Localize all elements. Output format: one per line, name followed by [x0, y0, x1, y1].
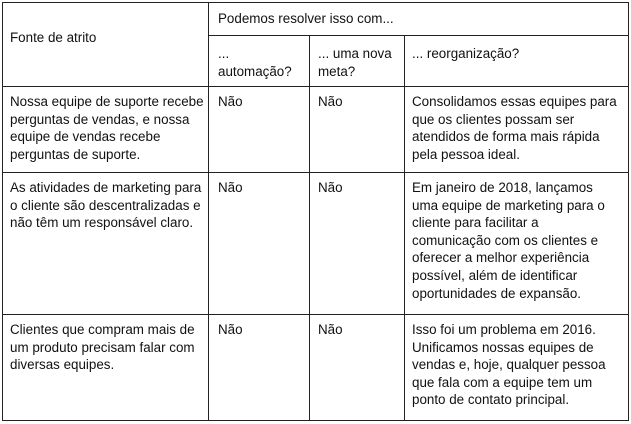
header-row-divider — [2, 86, 629, 87]
solution-group-header: Podemos resolver isso com... — [218, 11, 394, 26]
row-new-goal-cell: Não — [318, 180, 343, 195]
row-source-cell: As atividades de marketing para o cliente são descentralizadas e não têm um responsável claro. — [10, 180, 202, 231]
row-reorganization-cell: Em janeiro de 2018, lançamos uma equipe de marketing para o cliente para facilitar a comunicação com os clientes e oferecer a melhor experiência possível, além de identificar oportunidades de expansão. — [412, 180, 605, 301]
row-divider — [2, 172, 629, 173]
row-new-goal-cell: Não — [318, 322, 343, 337]
source-column-header: Fonte de atrito — [10, 30, 97, 45]
reorganization-column-header: ... reorganização? — [412, 46, 520, 61]
row-reorganization-cell: Consolidamos essas equipes para que os clientes possam ser atendidos de forma mais rápida pela pessoa ideal. — [412, 94, 617, 162]
row-source-cell: Clientes que compram mais de um produto precisam falar com diversas equipes. — [10, 322, 195, 373]
row-automation-cell: Não — [218, 180, 243, 195]
row-reorganization-cell: Isso foi um problema em 2016. Unificamos nossas equipes de vendas e, hoje, qualquer pessoa que fala com a equipe tem um ponto de contato principal. — [412, 322, 606, 408]
row-new-goal-cell: Não — [318, 94, 343, 109]
column-divider — [309, 35, 310, 421]
new-goal-column-header: ... uma nova meta? — [318, 46, 392, 79]
table-border-right — [628, 2, 629, 421]
row-divider — [2, 314, 629, 315]
row-automation-cell: Não — [218, 322, 243, 337]
table-border-bottom — [2, 420, 629, 421]
table-border-top — [2, 2, 629, 3]
column-divider — [404, 35, 405, 421]
group-header-divider — [208, 35, 629, 36]
row-source-cell: Nossa equipe de suporte recebe perguntas de vendas, e nossa equipe de vendas recebe perguntas de suporte. — [10, 94, 204, 162]
column-divider — [208, 2, 209, 421]
table-border-left — [2, 2, 3, 421]
row-automation-cell: Não — [218, 94, 243, 109]
automation-column-header: ... automação? — [218, 46, 292, 79]
